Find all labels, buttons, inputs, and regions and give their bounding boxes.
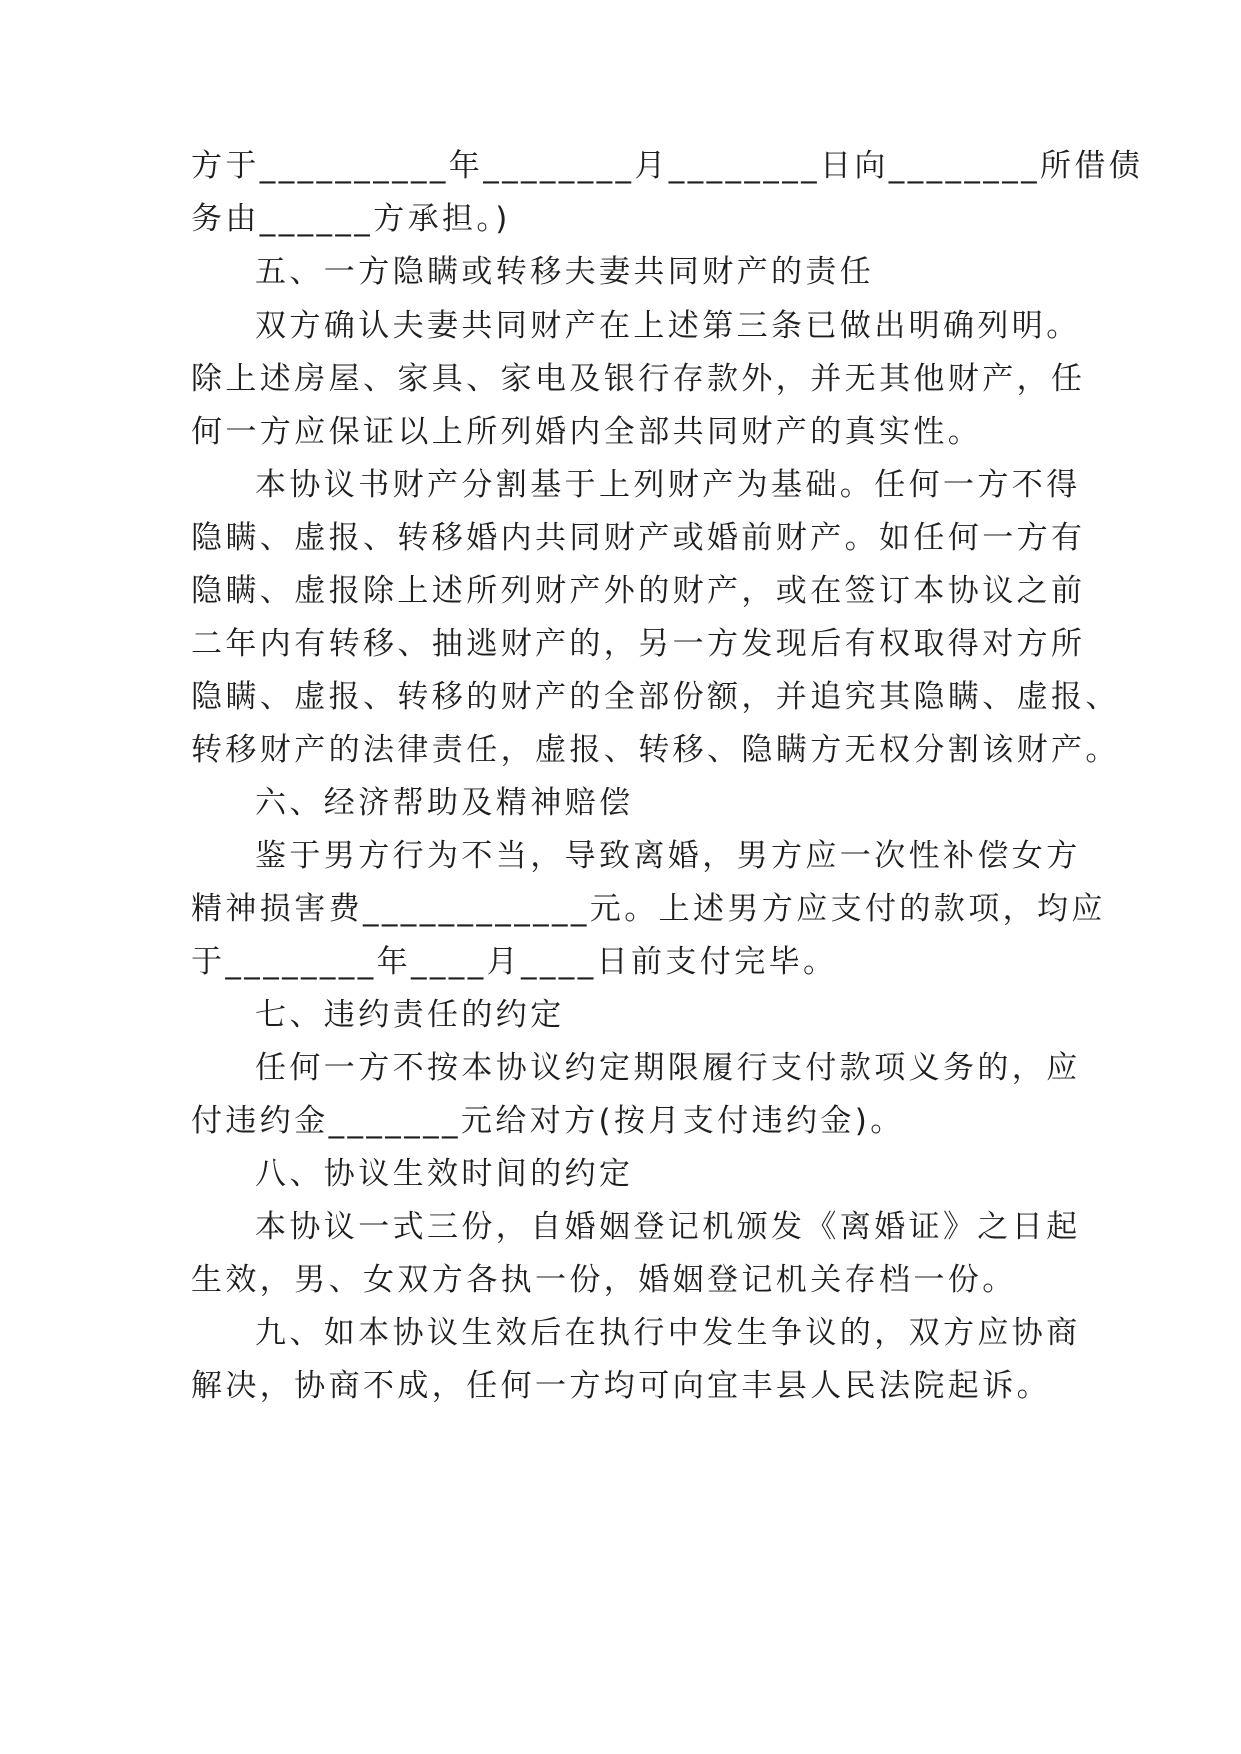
text-line: 于________年____月____日前支付完毕。 (191, 944, 838, 980)
text-line: 精神损害费____________元。上述男方应支付的款项，均应 (191, 891, 1106, 927)
section-heading-6: 六、经济帮助及精神赔偿 (255, 785, 634, 821)
text-line: 双方确认夫妻共同财产在上述第三条已做出明确列明。 (255, 308, 1081, 344)
text-line: 二年内有转移、抽逃财产的，另一方发现后有权取得对方所 (191, 626, 1086, 662)
text-line: 务由______方承担。) (191, 201, 511, 237)
text-line: 任何一方不按本协议约定期限履行支付款项义务的，应 (255, 1050, 1081, 1086)
text-line: 除上述房屋、家具、家电及银行存款外，并无其他财产，任 (191, 361, 1086, 397)
text-line: 解决，协商不成，任何一方均可向宜丰县人民法院起诉。 (191, 1368, 1051, 1404)
text-line: 隐瞒、虚报除上述所列财产外的财产，或在签订本协议之前 (191, 573, 1086, 609)
text-line: 生效，男、女双方各执一份，婚姻登记机关存档一份。 (191, 1262, 1017, 1298)
text-line: 隐瞒、虚报、转移的财产的全部份额，并追究其隐瞒、虚报、 (191, 679, 1120, 715)
section-heading-5: 五、一方隐瞒或转移夫妻共同财产的责任 (255, 254, 875, 290)
text-line: 付违约金_______元给对方(按月支付违约金)。 (191, 1103, 905, 1139)
text-line: 何一方应保证以上所列婚内全部共同财产的真实性。 (191, 414, 983, 450)
text-line: 方于__________年________月________日向________所借债 (191, 148, 1144, 184)
text-line: 鉴于男方行为不当，导致离婚，男方应一次性补偿女方 (255, 838, 1081, 874)
text-line: 本协议一式三份，自婚姻登记机颁发《离婚证》之日起 (255, 1209, 1081, 1245)
text-line: 本协议书财产分割基于上列财产为基础。任何一方不得 (255, 467, 1081, 503)
section-heading-9: 九、如本协议生效后在执行中发生争议的，双方应协商 (255, 1315, 1081, 1351)
section-heading-8: 八、协议生效时间的约定 (255, 1156, 634, 1192)
text-line: 隐瞒、虚报、转移婚内共同财产或婚前财产。如任何一方有 (191, 520, 1086, 556)
text-line: 转移财产的法律责任，虚报、转移、隐瞒方无权分割该财产。 (191, 732, 1120, 768)
section-heading-7: 七、违约责任的约定 (255, 997, 565, 1033)
